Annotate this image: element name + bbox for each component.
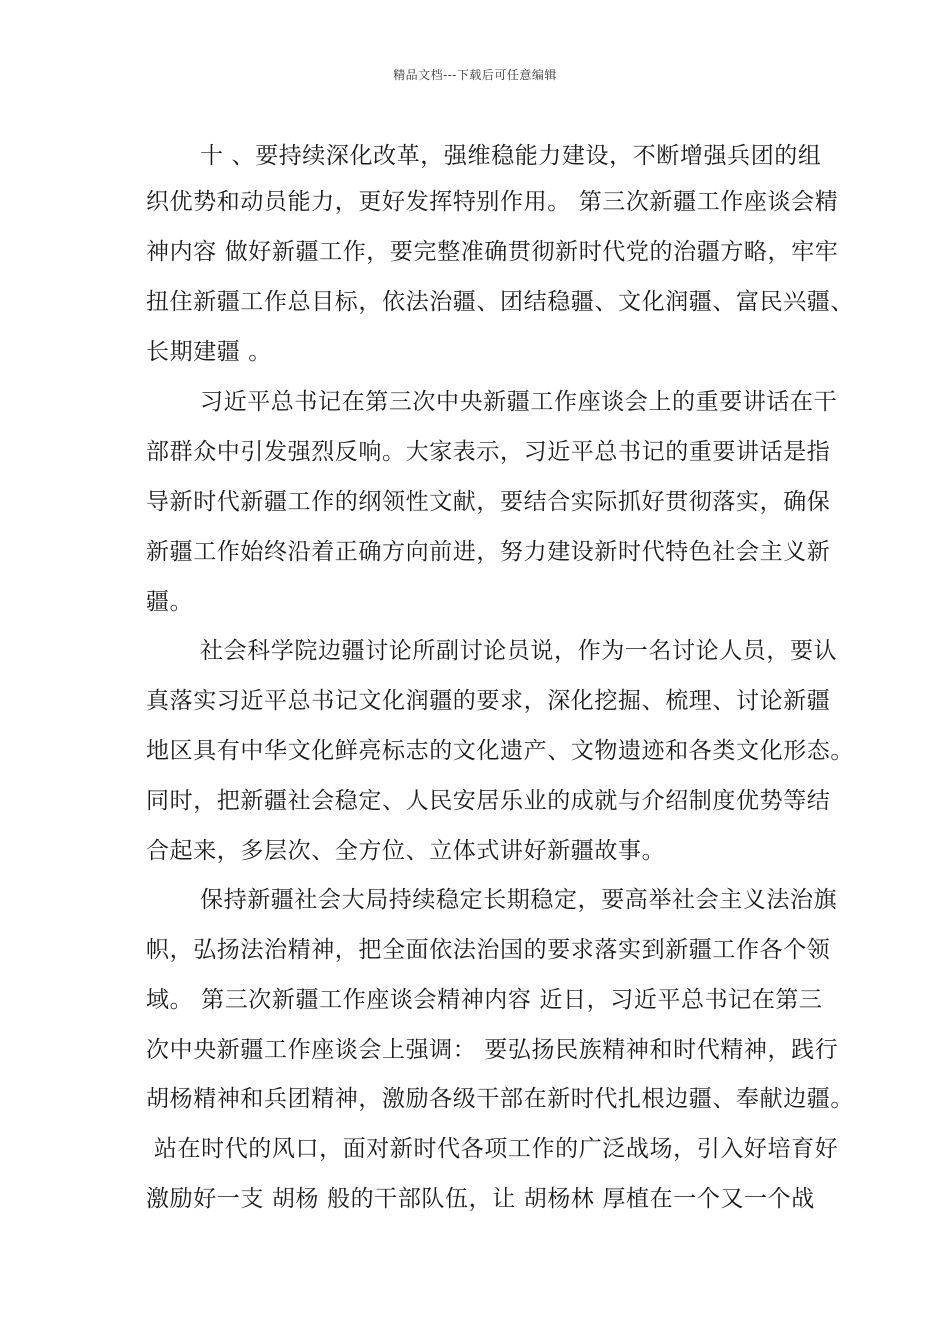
text-line: 激励好一支 胡杨 般的干部队伍，让 胡杨林 厚植在一个又一个战 <box>146 1186 815 1212</box>
text-line: 域。 第三次新疆工作座谈会精神内容 近日，习近平总书记在第三 <box>146 987 823 1013</box>
text-line: 长期建疆 。 <box>146 339 272 365</box>
text-line: 次中央新疆工作座谈会上强调： 要弘扬民族精神和时代精神，践行 <box>146 1037 839 1063</box>
text-line: 疆。 <box>146 589 194 615</box>
text-line: 习近平总书记在第三次中央新疆工作座谈会上的重要讲话在干 <box>200 389 838 415</box>
text-line: 神内容 做好新疆工作，要完整准确贯彻新时代党的治疆方略，牢牢 <box>146 239 839 265</box>
text-line: 同时，把新疆社会稳定、人民安居乐业的成就与介绍制度优势等结 <box>146 788 831 814</box>
page-header: 精品文档---下载后可任意编辑 <box>393 68 557 82</box>
text-line: 地区具有中华文化鲜亮标志的文化遗产、文物遗迹和各类文化形态。 <box>146 738 854 764</box>
text-line: 新疆工作始终沿着正确方向前进，努力建设新时代特色社会主义新 <box>146 539 831 565</box>
text-line: 织优势和动员能力，更好发挥特别作用。 第三次新疆工作座谈会精 <box>146 189 839 215</box>
text-line: 胡杨精神和兵团精神，激励各级干部在新时代扎根边疆、奉献边疆。 <box>146 1086 854 1112</box>
text-line: 真落实习近平总书记文化润疆的要求，深化挖掘、梳理、讨论新疆 <box>146 688 831 714</box>
text-line: 扭住新疆工作总目标，依法治疆、团结稳疆、文化润疆、富民兴疆、 <box>146 289 854 315</box>
text-line: 保持新疆社会大局持续稳定长期稳定，要高举社会主义法治旗 <box>200 887 838 913</box>
text-line: 十 、要持续深化改革，强维稳能力建设，不断增强兵团的组 <box>200 143 822 169</box>
text-line: 导新时代新疆工作的纲领性文献，要结合实际抓好贯彻落实，确保 <box>146 489 831 515</box>
text-line: 社会科学院边疆讨论所副讨论员说，作为一名讨论人员，要认 <box>200 638 838 664</box>
text-line: 帜，弘扬法治精神，把全面依法治国的要求落实到新疆工作各个领 <box>146 937 831 963</box>
text-line: 站在时代的风口，面对新时代各项工作的广泛战场，引入好培育好 <box>146 1136 839 1162</box>
text-line: 部群众中引发强烈反响。大家表示，习近平总书记的重要讲话是指 <box>146 439 831 465</box>
text-line: 合起来，多层次、全方位、立体式讲好新疆故事。 <box>146 838 666 864</box>
